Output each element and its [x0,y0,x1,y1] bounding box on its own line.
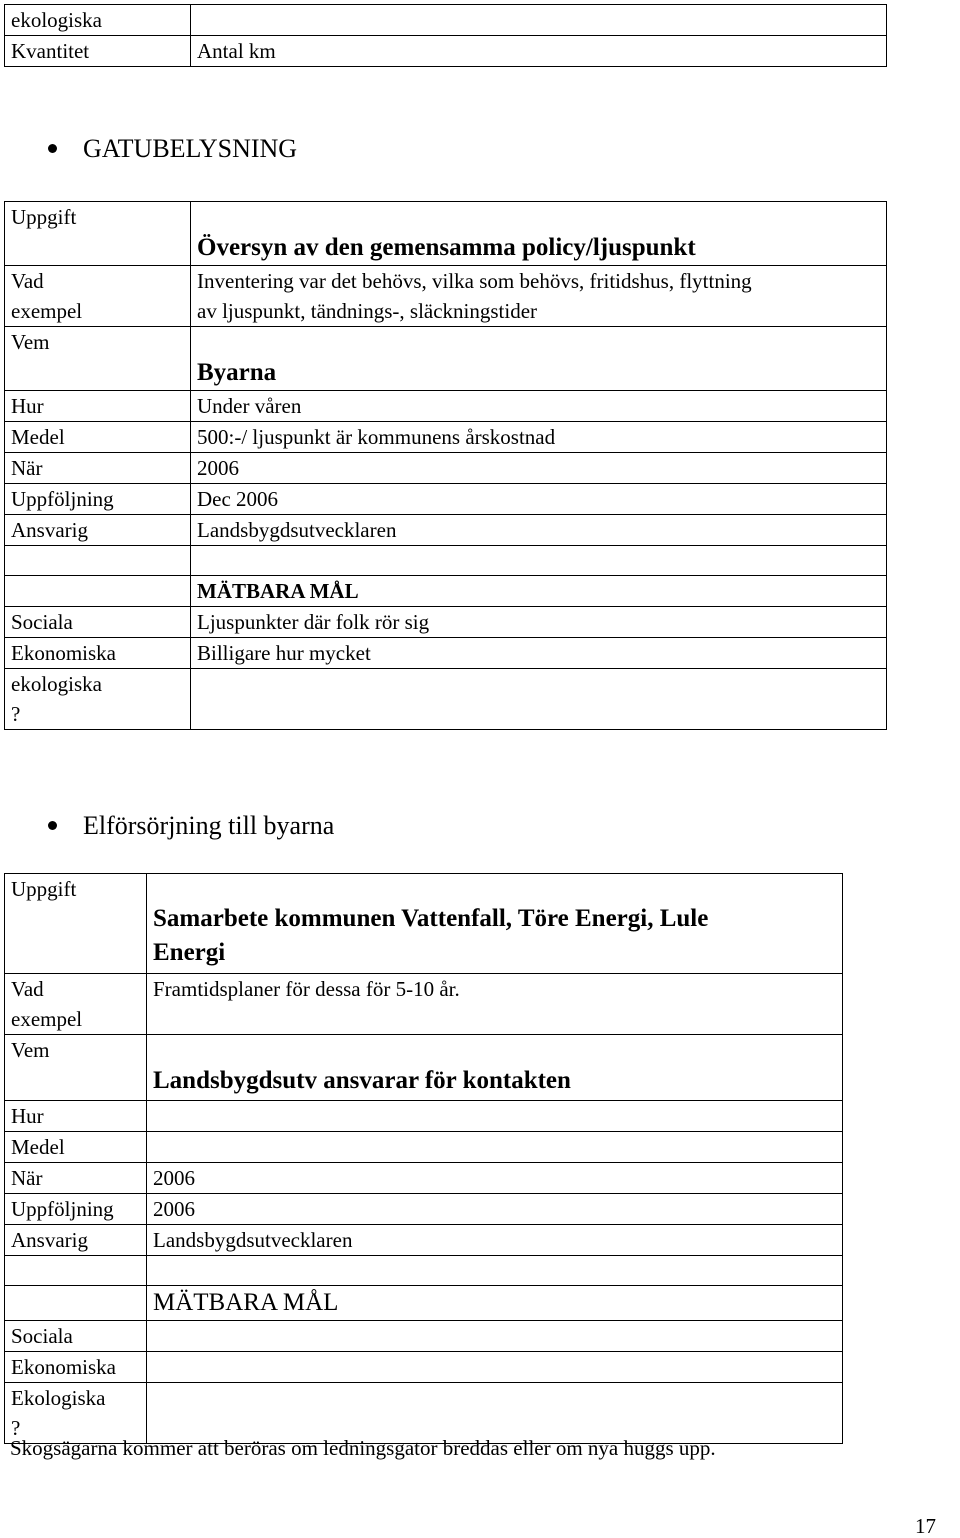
ansvarig-label: Ansvarig [5,1225,147,1256]
ekonomiska-label: Ekonomiska [5,1352,147,1383]
table-row [5,1352,843,1383]
table-row [5,327,887,391]
vem-label: Vem [5,327,191,391]
ansvarig-value: Landsbygdsutvecklaren [147,1225,843,1256]
hur-label: Hur [5,391,191,422]
section-heading-gatubelysning [48,134,297,164]
ansvarig-value: Landsbygdsutvecklaren [191,515,887,546]
empty-cell [5,1256,147,1286]
table-row [5,1132,843,1163]
page-number: 17 [915,1514,936,1538]
row-value [191,5,887,36]
uppfoljning-label: Uppföljning [5,1194,147,1225]
nar-label: När [5,1163,147,1194]
table-row [5,874,843,974]
uppgift-value: Samarbete kommunen Vattenfall, Töre Energi, Lule Energi [147,874,843,974]
table-row [5,484,887,515]
table-row [5,391,887,422]
table-row [5,1256,843,1286]
vad-value: Inventering var det behövs, vilka som behövs, fritidshus, flyttning av ljuspunkt, tändnings-, släckningstider [191,266,887,327]
empty-cell [191,546,887,576]
table-row [5,1101,843,1132]
table-row [5,1286,843,1321]
medel-value [147,1132,843,1163]
vem-value: Landsbygdsutv ansvarar för kontakten [147,1035,843,1101]
medel-value: 500:-/ ljuspunkt är kommunens årskostnad [191,422,887,453]
table-row [5,638,887,669]
nar-value: 2006 [191,453,887,484]
vem-label: Vem [5,1035,147,1101]
nar-label: När [5,453,191,484]
uppfoljning-label: Uppföljning [5,484,191,515]
uppgift-label: Uppgift [5,874,147,974]
hur-label: Hur [5,1101,147,1132]
uppgift-label: Uppgift [5,202,191,266]
medel-label: Medel [5,422,191,453]
section-heading-text: GATUBELYSNING [83,134,298,163]
table-row [5,202,887,266]
bullet-icon [48,144,57,153]
matbara-heading: MÄTBARA MÅL [147,1286,843,1321]
table-row [5,453,887,484]
matbara-heading: MÄTBARA MÅL [191,576,887,607]
footnote-text: Skogsägarna kommer att beröras om ledningsgator breddas eller om nya huggs upp. [10,1436,716,1460]
table-row [5,576,887,607]
sociala-value: Ljuspunkter där folk rör sig [191,607,887,638]
sociala-label: Sociala [5,1321,147,1352]
section-heading-elforsorjning [48,811,334,841]
medel-label: Medel [5,1132,147,1163]
row-label: ekologiska [5,5,191,36]
empty-cell [147,1256,843,1286]
hur-value: Under våren [191,391,887,422]
vad-label: Vad exempel [5,266,191,327]
ekologiska-label: Ekologiska ? [5,1383,147,1444]
section-heading-text: Elförsörjning till byarna [83,811,335,840]
uppgift-value: Översyn av den gemensamma policy/ljuspunkt [191,202,887,266]
table-row [5,1035,843,1101]
vem-value: Byarna [191,327,887,391]
table-row [5,422,887,453]
empty-cell [5,546,191,576]
table-row [5,1321,843,1352]
ekonomiska-value: Billigare hur mycket [191,638,887,669]
sociala-label: Sociala [5,607,191,638]
table-row [5,607,887,638]
hur-value [147,1101,843,1132]
table-row [5,515,887,546]
bullet-icon [48,821,57,830]
table-row [5,546,887,576]
vad-label: Vad exempel [5,974,147,1035]
table-row [5,5,887,36]
table-row [5,669,887,730]
ekologiska-label: ekologiska ? [5,669,191,730]
sociala-value [147,1321,843,1352]
ekonomiska-value [147,1352,843,1383]
table-row [5,1225,843,1256]
ansvarig-label: Ansvarig [5,515,191,546]
table-row [5,974,843,1035]
uppfoljning-value: Dec 2006 [191,484,887,515]
row-label: Kvantitet [5,36,191,67]
gatubelysning-table [4,201,887,730]
top-table [4,4,887,67]
elforsorjning-table [4,873,843,1444]
ekologiska-value [191,669,887,730]
nar-value: 2006 [147,1163,843,1194]
ekonomiska-label: Ekonomiska [5,638,191,669]
row-value: Antal km [191,36,887,67]
empty-cell [5,576,191,607]
table-row [5,266,887,327]
uppfoljning-value: 2006 [147,1194,843,1225]
empty-cell [5,1286,147,1321]
table-row [5,1194,843,1225]
table-row [5,1163,843,1194]
table-row [5,36,887,67]
vad-value: Framtidsplaner för dessa för 5-10 år. [147,974,843,1035]
